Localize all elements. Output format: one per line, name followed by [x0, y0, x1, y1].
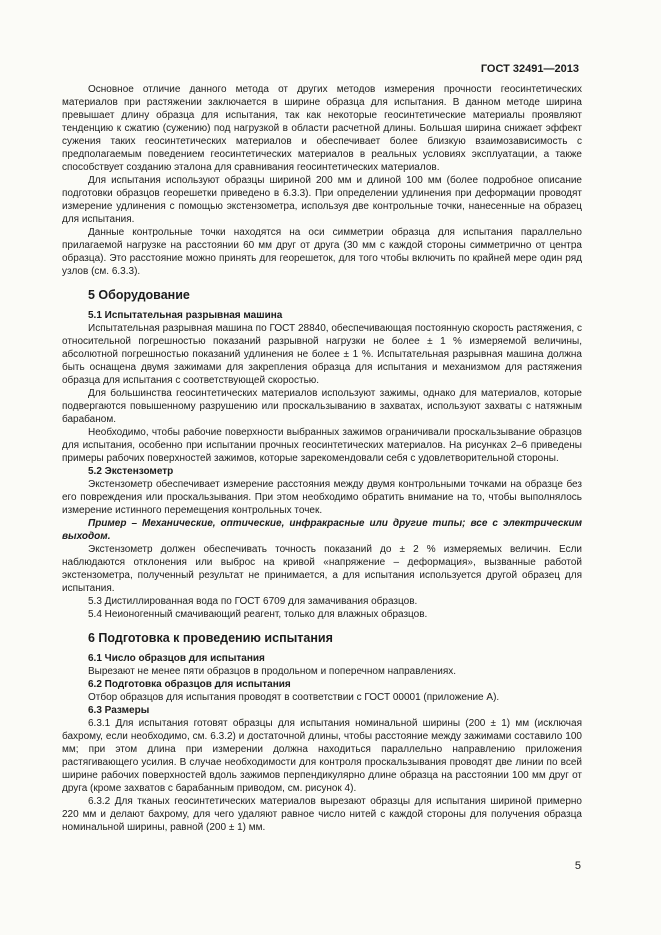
- subsection-5-2-example: Пример – Механические, оптические, инфракрасные или другие типы; все с электрическим выходом.: [62, 518, 582, 542]
- subsection-5-2-paragraph-2: Экстензометр должен обеспечивать точность показаний до ± 2 % измеряемых величин. Если наблюдаются отклонения или выброс на кривой «напряжение – деформация», вызванные работой экстензометра, полученный результат не принимается, а для испытания используется другой образец для испытания.: [62, 544, 582, 594]
- intro-paragraph-3: Данные контрольные точки находятся на оси симметрии образца для испытания параллельно прилагаемой нагрузке на расстоянии 60 мм друг от друга (30 мм с каждой стороны симметрично от центра образца). Это расстояние можно принять для георешеток, для того чтобы включить по крайней мере один ряд узлов (см. 6.3.3).: [62, 227, 582, 277]
- subsection-6-3-1: 6.3.1 Для испытания готовят образцы для испытания номинальной ширины (200 ± 1) мм (исключая бахрому, если необходимо, см. 6.3.2) и достаточной длины, чтобы расстояние между зажимами составило 100 мм; при этом длина при измерении должна находиться параллельно направлению приложения растягивающего усилия. В случае необходимости для контроля проскальзывания проводят две линии по всей ширине рабочих поверхностей вдоль зажимов перпендикулярно длине образца на расстоянии 100 мм друг от друга (кроме захватов с барабанным приводом, см. рисунок 4).: [62, 718, 582, 794]
- document-id-header: ГОСТ 32491—2013: [480, 63, 579, 75]
- subsection-5-1-paragraph-1: Испытательная разрывная машина по ГОСТ 28840, обеспечивающая постоянную скорость растяжения, с относительной погрешностью показаний разрывной нагрузки не более ± 1 % измеряемой величины, абсолютной погрешностью показаний удлинения не более ± 1 %. Испытательная разрывная машина должна быть оснащена двумя зажимами для закрепления образца для испытания и механизмом для растяжения образца для испытания с соответствующей скоростью.: [62, 323, 582, 386]
- subsection-5-3: 5.3 Дистиллированная вода по ГОСТ 6709 для замачивания образцов.: [88, 596, 418, 607]
- subsection-5-1-paragraph-3: Необходимо, чтобы рабочие поверхности выбранных зажимов ограничивали проскальзывание образцов для испытания, особенно при испытании прочных геосинтетических материалов. На рисунках 2–6 приведены примеры рабочих поверхностей зажимов, которые зарекомендовали себя с удовлетворительной стороны.: [62, 427, 582, 464]
- subsection-5-1-heading: 5.1 Испытательная разрывная машина: [88, 310, 283, 321]
- section-6-heading: 6 Подготовка к проведению испытания: [88, 631, 333, 645]
- subsection-6-1-heading: 6.1 Число образцов для испытания: [88, 653, 265, 664]
- subsection-5-4: 5.4 Неионогенный смачивающий реагент, только для влажных образцов.: [88, 609, 428, 620]
- section-5-heading: 5 Оборудование: [88, 288, 190, 302]
- intro-paragraph-2: Для испытания используют образцы шириной 200 мм и длиной 100 мм (более подробное описание подготовки образцов георешетки приведено в 6.3.3). При определении удлинения при деформации проводят измерение удлинения с помощью экстензометра, используя две контрольные точки, нанесенные на образец для испытания.: [62, 175, 582, 225]
- subsection-6-2-paragraph: Отбор образцов для испытания проводят в соответствии с ГОСТ 00001 (приложение А).: [88, 692, 500, 703]
- subsection-5-2-heading: 5.2 Экстензометр: [88, 466, 174, 477]
- subsection-6-2-heading: 6.2 Подготовка образцов для испытания: [88, 679, 291, 690]
- subsection-5-1-paragraph-2: Для большинства геосинтетических материалов используют зажимы, однако для материалов, которые подвергаются повышенному разрушению или проскальзыванию в захватах, используют захваты с натяжным барабаном.: [62, 388, 582, 425]
- subsection-6-1-paragraph: Вырезают не менее пяти образцов в продольном и поперечном направлениях.: [88, 666, 457, 677]
- subsection-5-2-paragraph-1: Экстензометр обеспечивает измерение расстояния между двумя контрольными точками на образце без его повреждения или проскальзывания. При этом необходимо обратить внимание на то, чтобы выполнялось измерение истинного перемещения контрольных точек.: [62, 479, 582, 516]
- subsection-6-3-2: 6.3.2 Для тканых геосинтетических материалов вырезают образцы для испытания шириной примерно 220 мм и делают бахрому, для чего удаляют равное число нитей с каждой стороны для получения образца номинальной ширины, равной (200 ± 1) мм.: [62, 796, 582, 833]
- subsection-6-3-heading: 6.3 Размеры: [88, 705, 150, 716]
- intro-paragraph-1: Основное отличие данного метода от других методов измерения прочности геосинтетических материалов при растяжении заключается в ширине образца для испытания. В данном методе ширина превышает длину образца для испытания, так как некоторые геосинтетические материалы проявляют тенденцию к сжатию (сужению) под нагрузкой в области расчетной длины. Большая ширина снижает эффект сужения таких геосинтетических материалов и обеспечивает более близкую взаимозависимость с предполагаемым поведением геосинтетических материалов в реальных условиях эксплуатации, а также способствует созданию эталона для сравнивания геосинтетических материалов.: [62, 84, 582, 173]
- page-number: 5: [574, 860, 581, 872]
- document-body: [62, 83, 582, 834]
